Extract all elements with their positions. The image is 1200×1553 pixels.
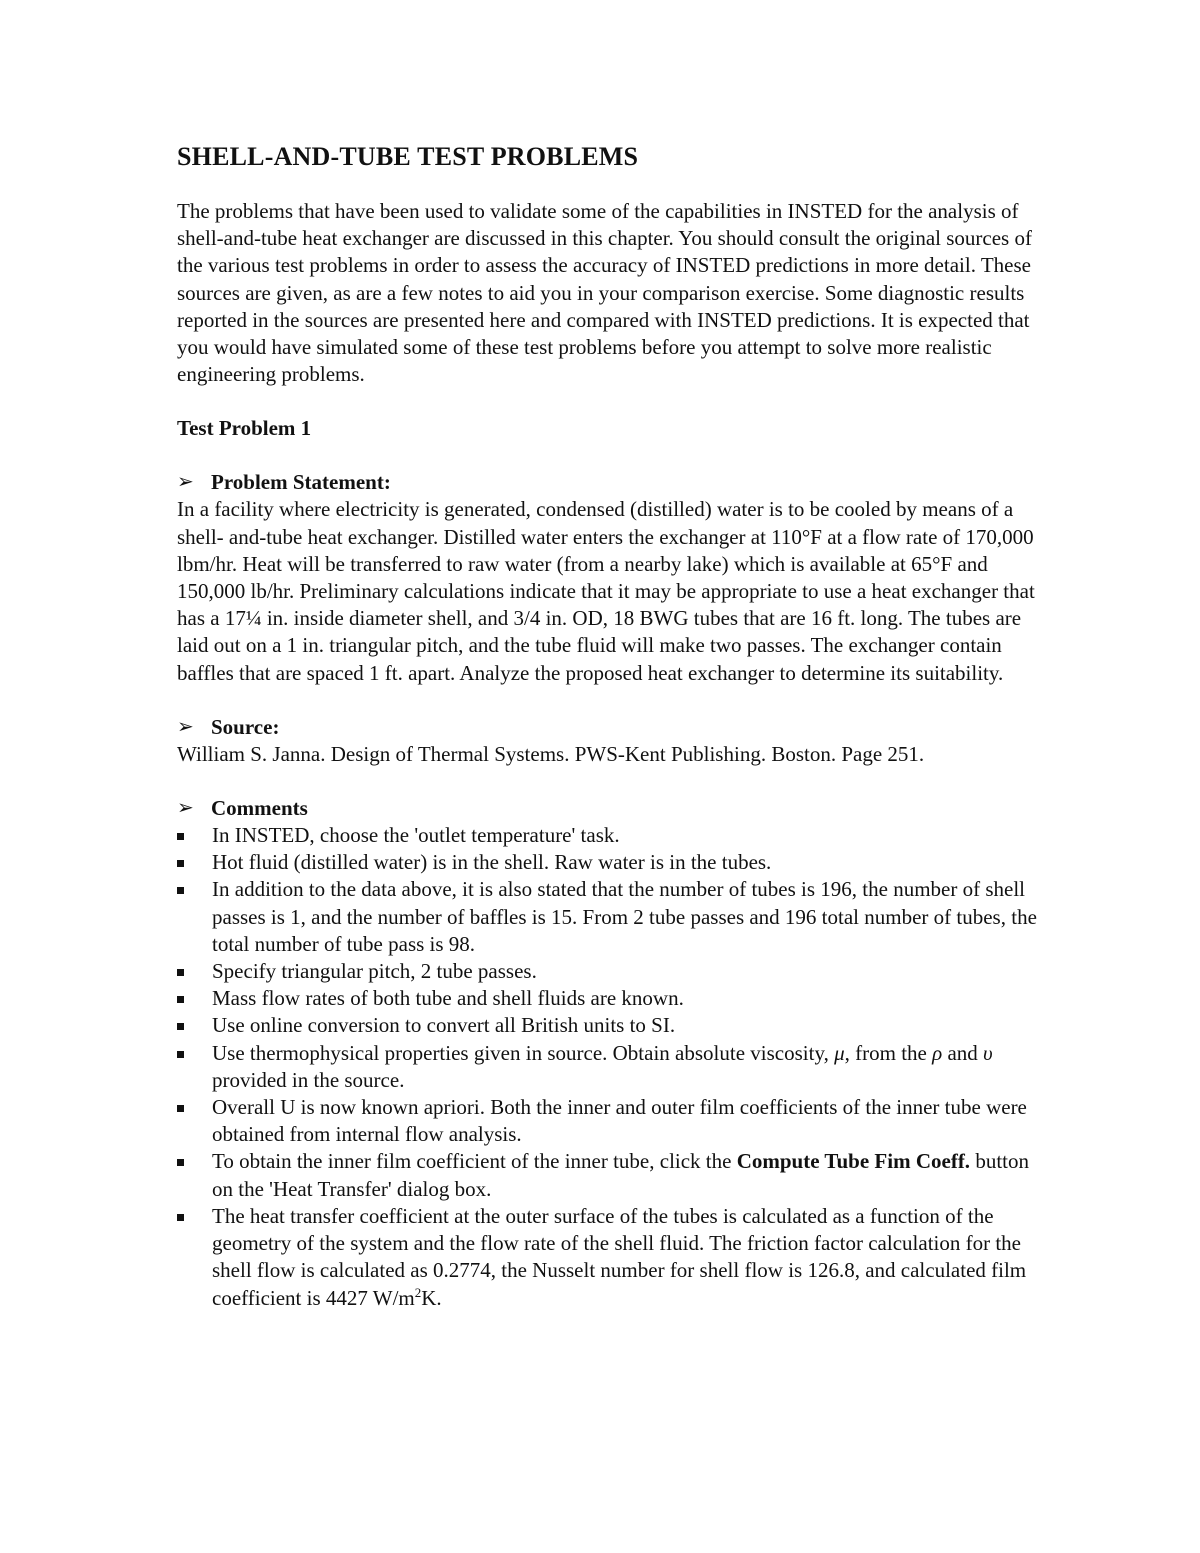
list-item: Use thermophysical properties given in source. Obtain absolute viscosity, μ, from the ρ and υ provided in the source. [177,1040,1047,1094]
source-heading [177,714,1047,741]
list-item: Overall U is now known apriori. Both the inner and outer film coefficients of the inner tube were obtained from internal flow analysis. [177,1094,1047,1148]
square-bullet-icon [177,1159,184,1166]
square-bullet-icon [177,887,184,894]
nu-symbol: υ [983,1040,993,1065]
rho-symbol: ρ [932,1040,943,1065]
intro-paragraph: The problems that have been used to validate some of the capabilities in INSTED for the analysis of shell-and-tube heat exchanger are discussed in this chapter. You should consult the original sources of the various test problems in order to assess the accuracy of INSTED predictions in more detail. These sources are given, as are a few notes to aid you in your comparison exercise. Some diagnostic results reported in the sources are presented here and compared with INSTED predictions. It is expected that you would have simulated some of these test problems before you attempt to solve more realistic engineering problems. [177,199,1032,387]
arrow-bullet-icon: ➢ [177,471,194,494]
problem-statement-text: In a facility where electricity is generated, condensed (distilled) water is to be cooled by means of a shell- and-tube heat exchanger. Distilled water enters the exchanger at 110°F at a flow rate of 170,000 lbm/hr. Heat will be transferred to raw water (from a nearby lake) which is available at 65°F and 150,000 lb/hr. Preliminary calculations indicate that it may be appropriate to use a heat exchanger that has a 17¼ in. inside diameter shell, and 3/4 in. OD, 18 BWG tubes that are 16 ft. long. The tubes are laid out on a 1 in. triangular pitch, and the tube fluid will make two passes. The exchanger contain baffles that are spaced 1 ft. apart. Analyze the proposed heat exchanger to determine its suitability. [177,497,1035,685]
square-bullet-icon [177,1051,184,1058]
arrow-bullet-icon: ➢ [177,715,194,738]
list-item: To obtain the inner film coefficient of the inner tube, click the Compute Tube Fim Coeff. button on the 'Heat Transfer' dialog box. [177,1148,1047,1202]
page-title: SHELL-AND-TUBE TEST PROBLEMS [177,142,639,171]
compute-tube-fim-coeff-label: Compute Tube Fim Coeff. [736,1149,971,1174]
comments-heading [177,795,1047,822]
list-item: Hot fluid (distilled water) is in the shell. Raw water is in the tubes. [177,849,1047,876]
list-item: Use online conversion to convert all British units to SI. [177,1012,1047,1039]
source-label: Source: [211,714,280,739]
list-item: The heat transfer coefficient at the outer surface of the tubes is calculated as a function of the geometry of the system and the flow rate of the shell fluid. The friction factor calculation for the shell flow is calculated as 0.2774, the Nusselt number for shell flow is 126.8, and calculated film coefficient is 4427 $W/m^2K$. [177,1203,1047,1312]
source-text: William S. Janna. Design of Thermal Systems. PWS-Kent Publishing. Boston. Page 251. [177,741,925,766]
list-item: In addition to the data above, it is also stated that the number of tubes is 196, the number of shell passes is 1, and the number of baffles is 15. From 2 tube passes and 196 total number of tubes, the total number of tube pass is 98. [177,876,1047,958]
square-bullet-icon [177,833,184,840]
square-bullet-icon [177,996,184,1003]
list-item: Mass flow rates of both tube and shell fluids are known. [177,985,1047,1012]
square-bullet-icon [177,1023,184,1030]
list-item: Specify triangular pitch, 2 tube passes. [177,958,1047,985]
document-page [177,140,1047,1312]
square-bullet-icon [177,1214,184,1221]
test-problem-heading: Test Problem 1 [177,416,312,441]
comments-list [177,822,1047,1312]
mu-symbol: μ [834,1040,845,1065]
square-bullet-icon [177,860,184,867]
square-bullet-icon [177,1105,184,1112]
list-item: In INSTED, choose the 'outlet temperature' task. [177,822,1047,849]
problem-statement-label: Problem Statement: [211,470,391,495]
arrow-bullet-icon: ➢ [177,797,194,820]
problem-statement-heading [177,469,1047,496]
comments-label: Comments [211,796,308,821]
square-bullet-icon [177,969,184,976]
